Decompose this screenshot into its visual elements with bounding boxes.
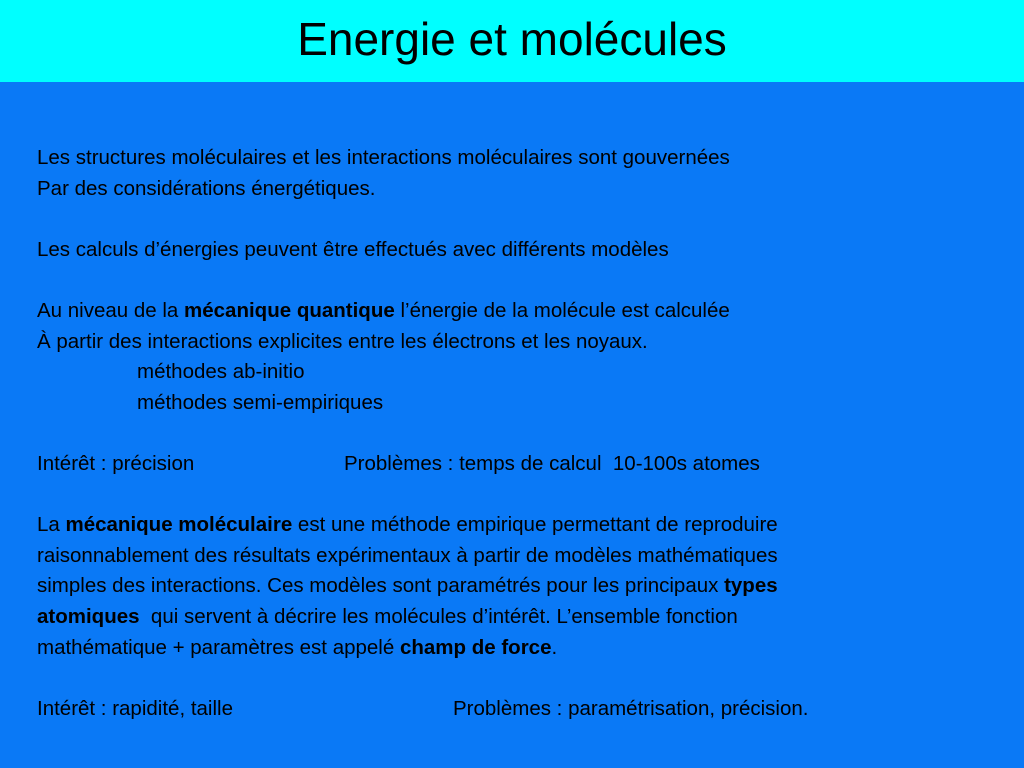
spacer [37, 480, 997, 511]
bold-term-types: types [724, 574, 778, 598]
qm-interest: Intérêt : précision [37, 451, 195, 475]
bold-term-molecular: mécanique moléculaire [65, 513, 293, 537]
spacer [37, 418, 997, 449]
text-run: qui servent à décrire les molécules d’intérêt. L’ensemble fonction [139, 604, 738, 628]
mm-problems: Problèmes : paramétrisation, précision. [453, 696, 809, 720]
text-run: mathématique + paramètres est appelé [37, 635, 400, 659]
body-line [37, 571, 997, 602]
text-run: l’énergie de la molécule est calculée [394, 298, 730, 322]
text-run: simples des interactions. Ces modèles sont paramétrés pour les principaux [37, 574, 725, 598]
body-line: Par des considérations énergétiques. [37, 176, 376, 200]
bold-term-force-field: champ de force [399, 635, 552, 659]
bold-term-atomiques: atomiques [37, 604, 140, 628]
text-run: Au niveau de la [37, 298, 185, 322]
text-run: est une méthode empirique permettant de reproduire [292, 513, 778, 537]
title-bar [0, 0, 1024, 82]
method-item: méthodes ab-initio [137, 360, 305, 384]
body-line [37, 296, 997, 327]
qm-problems: Problèmes : temps de calcul 10-100s atomes [344, 451, 760, 475]
mm-interest: Intérêt : rapidité, taille [37, 696, 233, 720]
bold-term-quantum: mécanique quantique [184, 298, 395, 322]
body-line: raisonnablement des résultats expérimentaux à partir de modèles mathématiques [37, 543, 778, 567]
qm-summary-line [37, 449, 997, 480]
slide-body [37, 143, 997, 724]
spacer [37, 265, 997, 296]
body-line: Les calculs d’énergies peuvent être effectués avec différents modèles [37, 237, 669, 261]
body-line [37, 602, 997, 633]
spacer [37, 663, 997, 694]
slide-title: Energie et molécules [297, 13, 727, 65]
text-run: . [551, 635, 558, 659]
body-line [37, 633, 997, 664]
text-run: La [37, 513, 66, 537]
mm-summary-line [37, 694, 997, 725]
body-line [37, 510, 997, 541]
method-item: méthodes semi-empiriques [137, 390, 384, 414]
body-line: Les structures moléculaires et les interactions moléculaires sont gouvernées [37, 146, 730, 169]
spacer [37, 204, 997, 235]
body-line: À partir des interactions explicites entre les électrons et les noyaux. [37, 329, 648, 353]
